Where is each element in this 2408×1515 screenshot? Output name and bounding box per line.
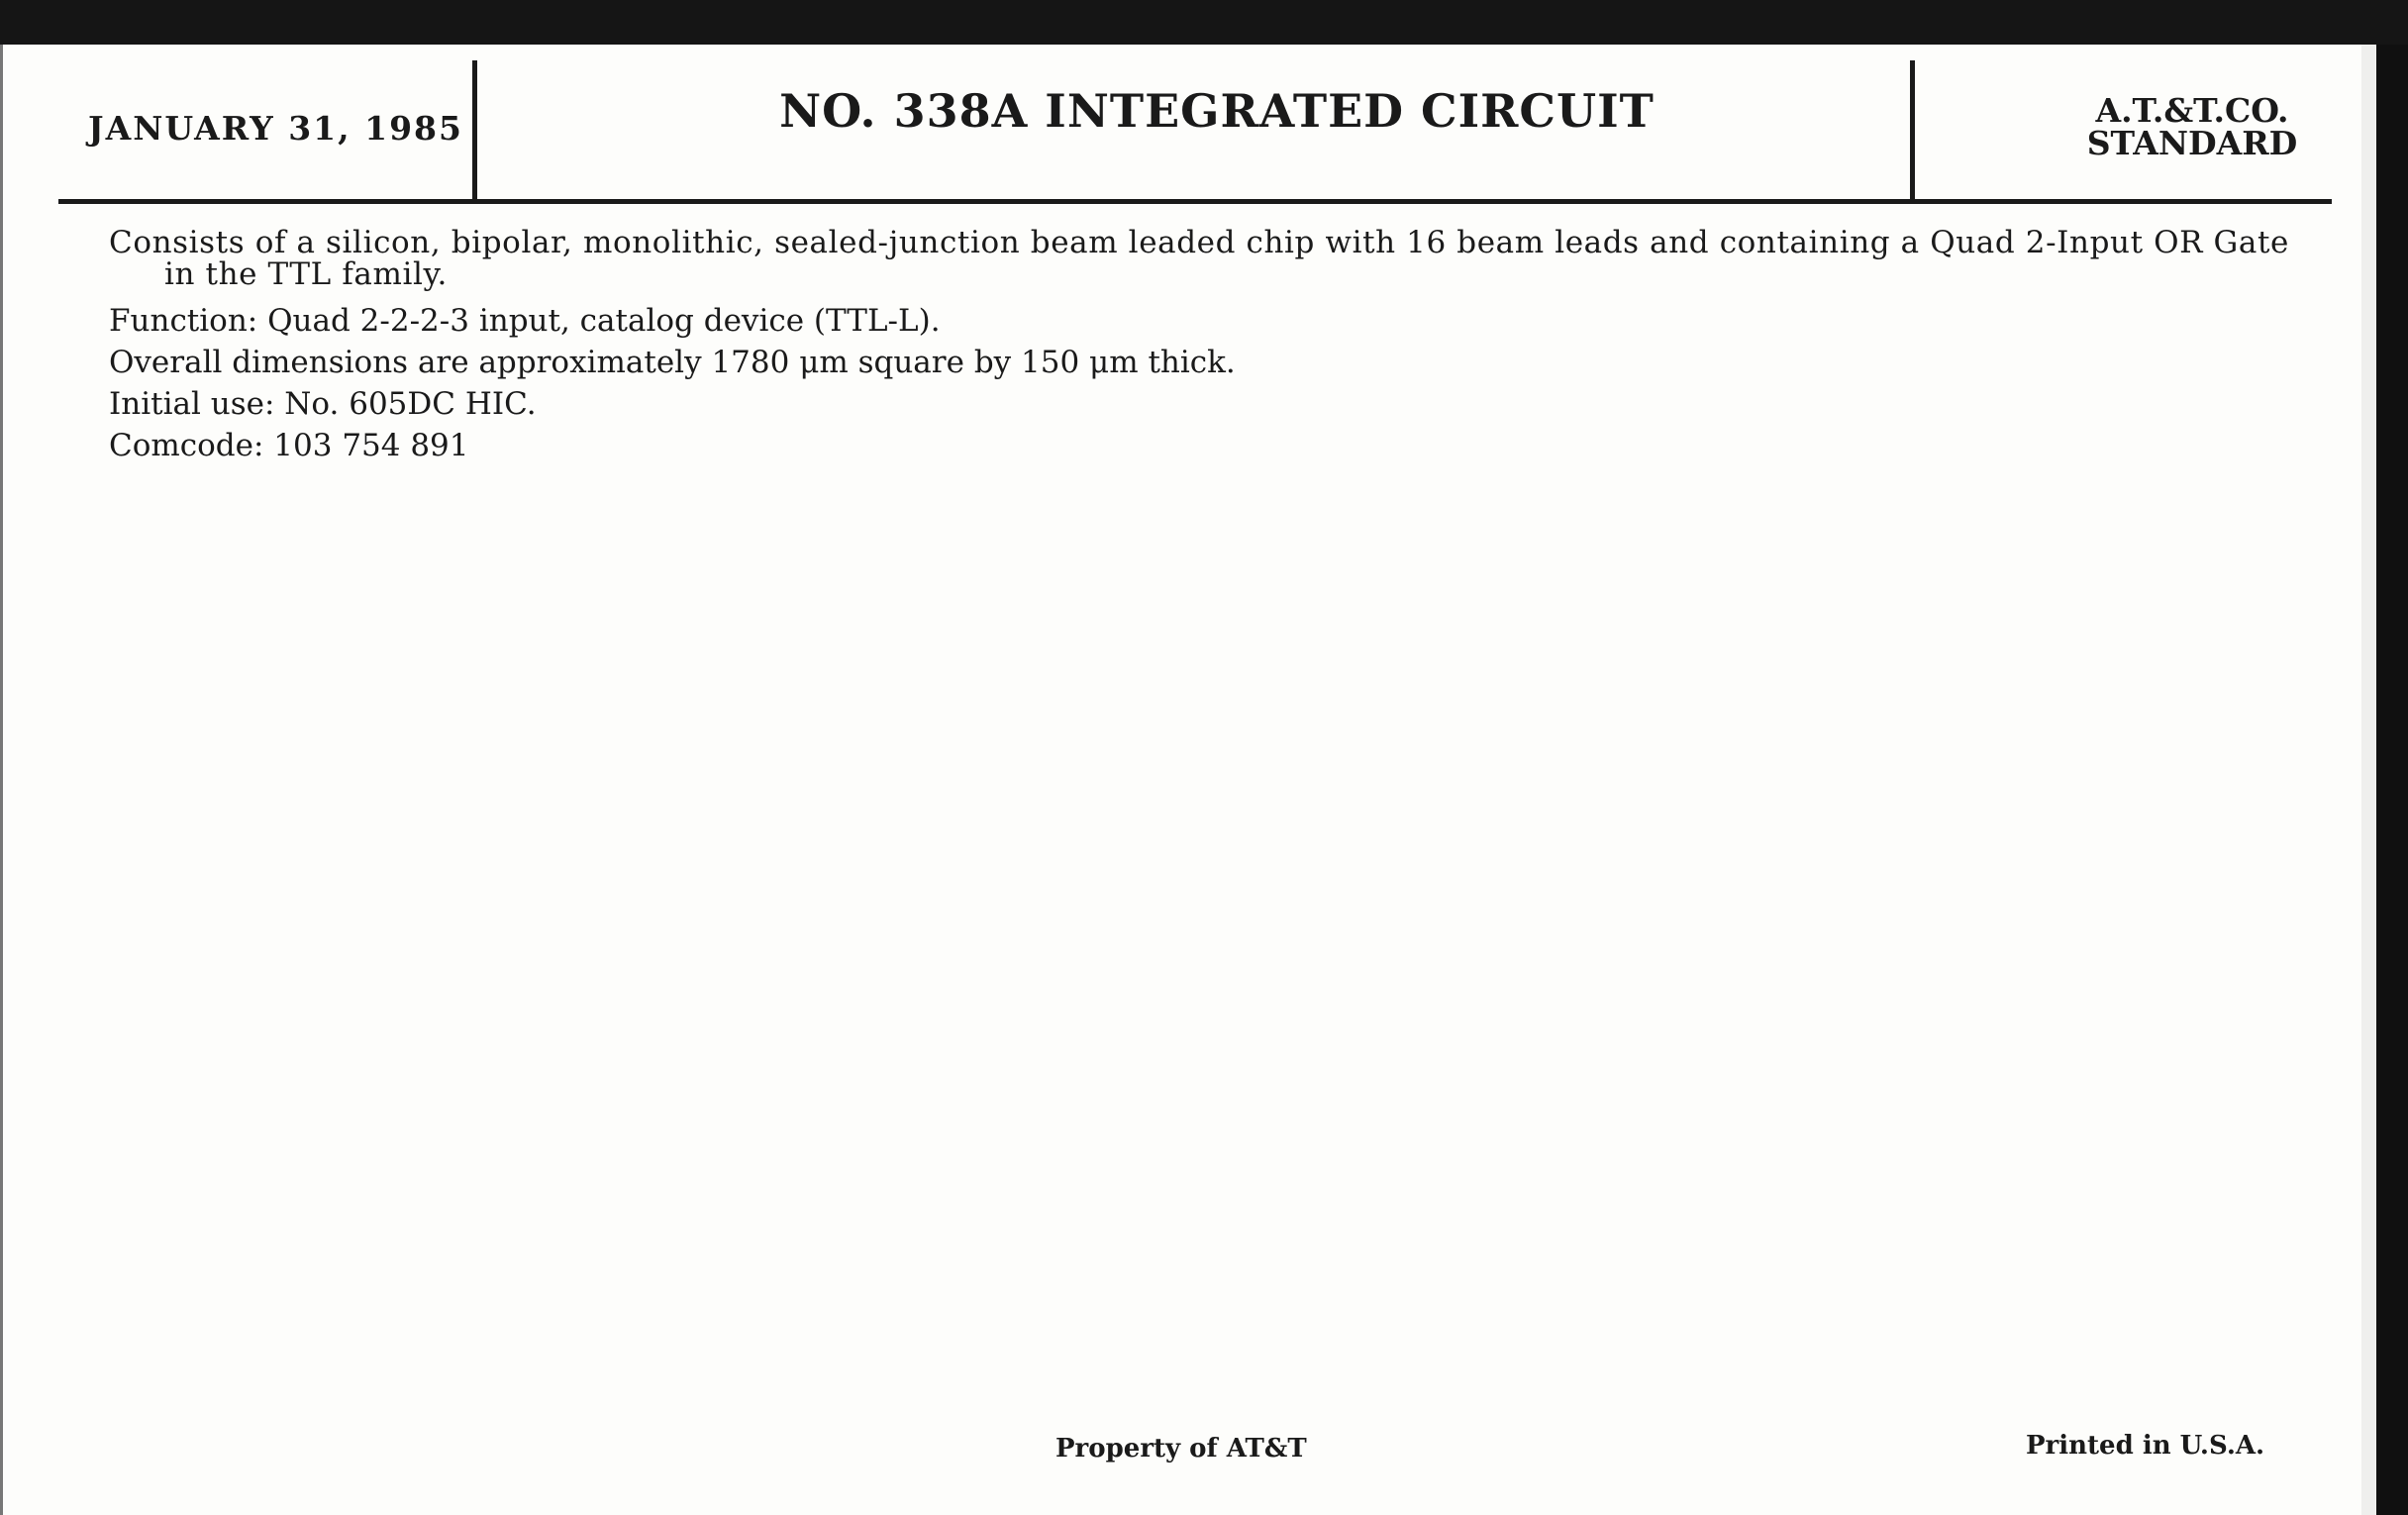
standard-mark: [1999, 91, 2385, 162]
document-page: [0, 45, 2376, 1515]
standard-label: STANDARD: [2086, 124, 2298, 162]
comcode-line: Comcode: 103 754 891: [109, 428, 469, 463]
document-date: JANUARY 31, 1985: [88, 109, 463, 148]
document-header: [58, 45, 2332, 204]
document-title: NO. 338A INTEGRATED CIRCUIT: [779, 84, 1655, 138]
dimensions-line: Overall dimensions are approximately 1780 μm square by 150 μm thick.: [109, 345, 1236, 380]
scan-border: [2376, 45, 2408, 1515]
header-divider-right: [1910, 60, 1915, 204]
function-line: Function: Quad 2-2-2-3 input, catalog device (TTL-L).: [109, 303, 941, 339]
description-paragraph: Consists of a silicon, bipolar, monolithic, sealed-junction beam leaded chip with 16 beam leads and containing a Quad 2-Input OR Gate in the TTL family.: [109, 225, 2289, 292]
document-body: [109, 227, 2307, 466]
printed-notice: Printed in U.S.A.: [2026, 1431, 2265, 1461]
standard-company: A.T.&T.CO.: [2095, 91, 2289, 130]
initial-use-line: Initial use: No. 605DC HIC.: [109, 386, 537, 422]
property-notice: Property of AT&T: [1055, 1434, 1307, 1464]
